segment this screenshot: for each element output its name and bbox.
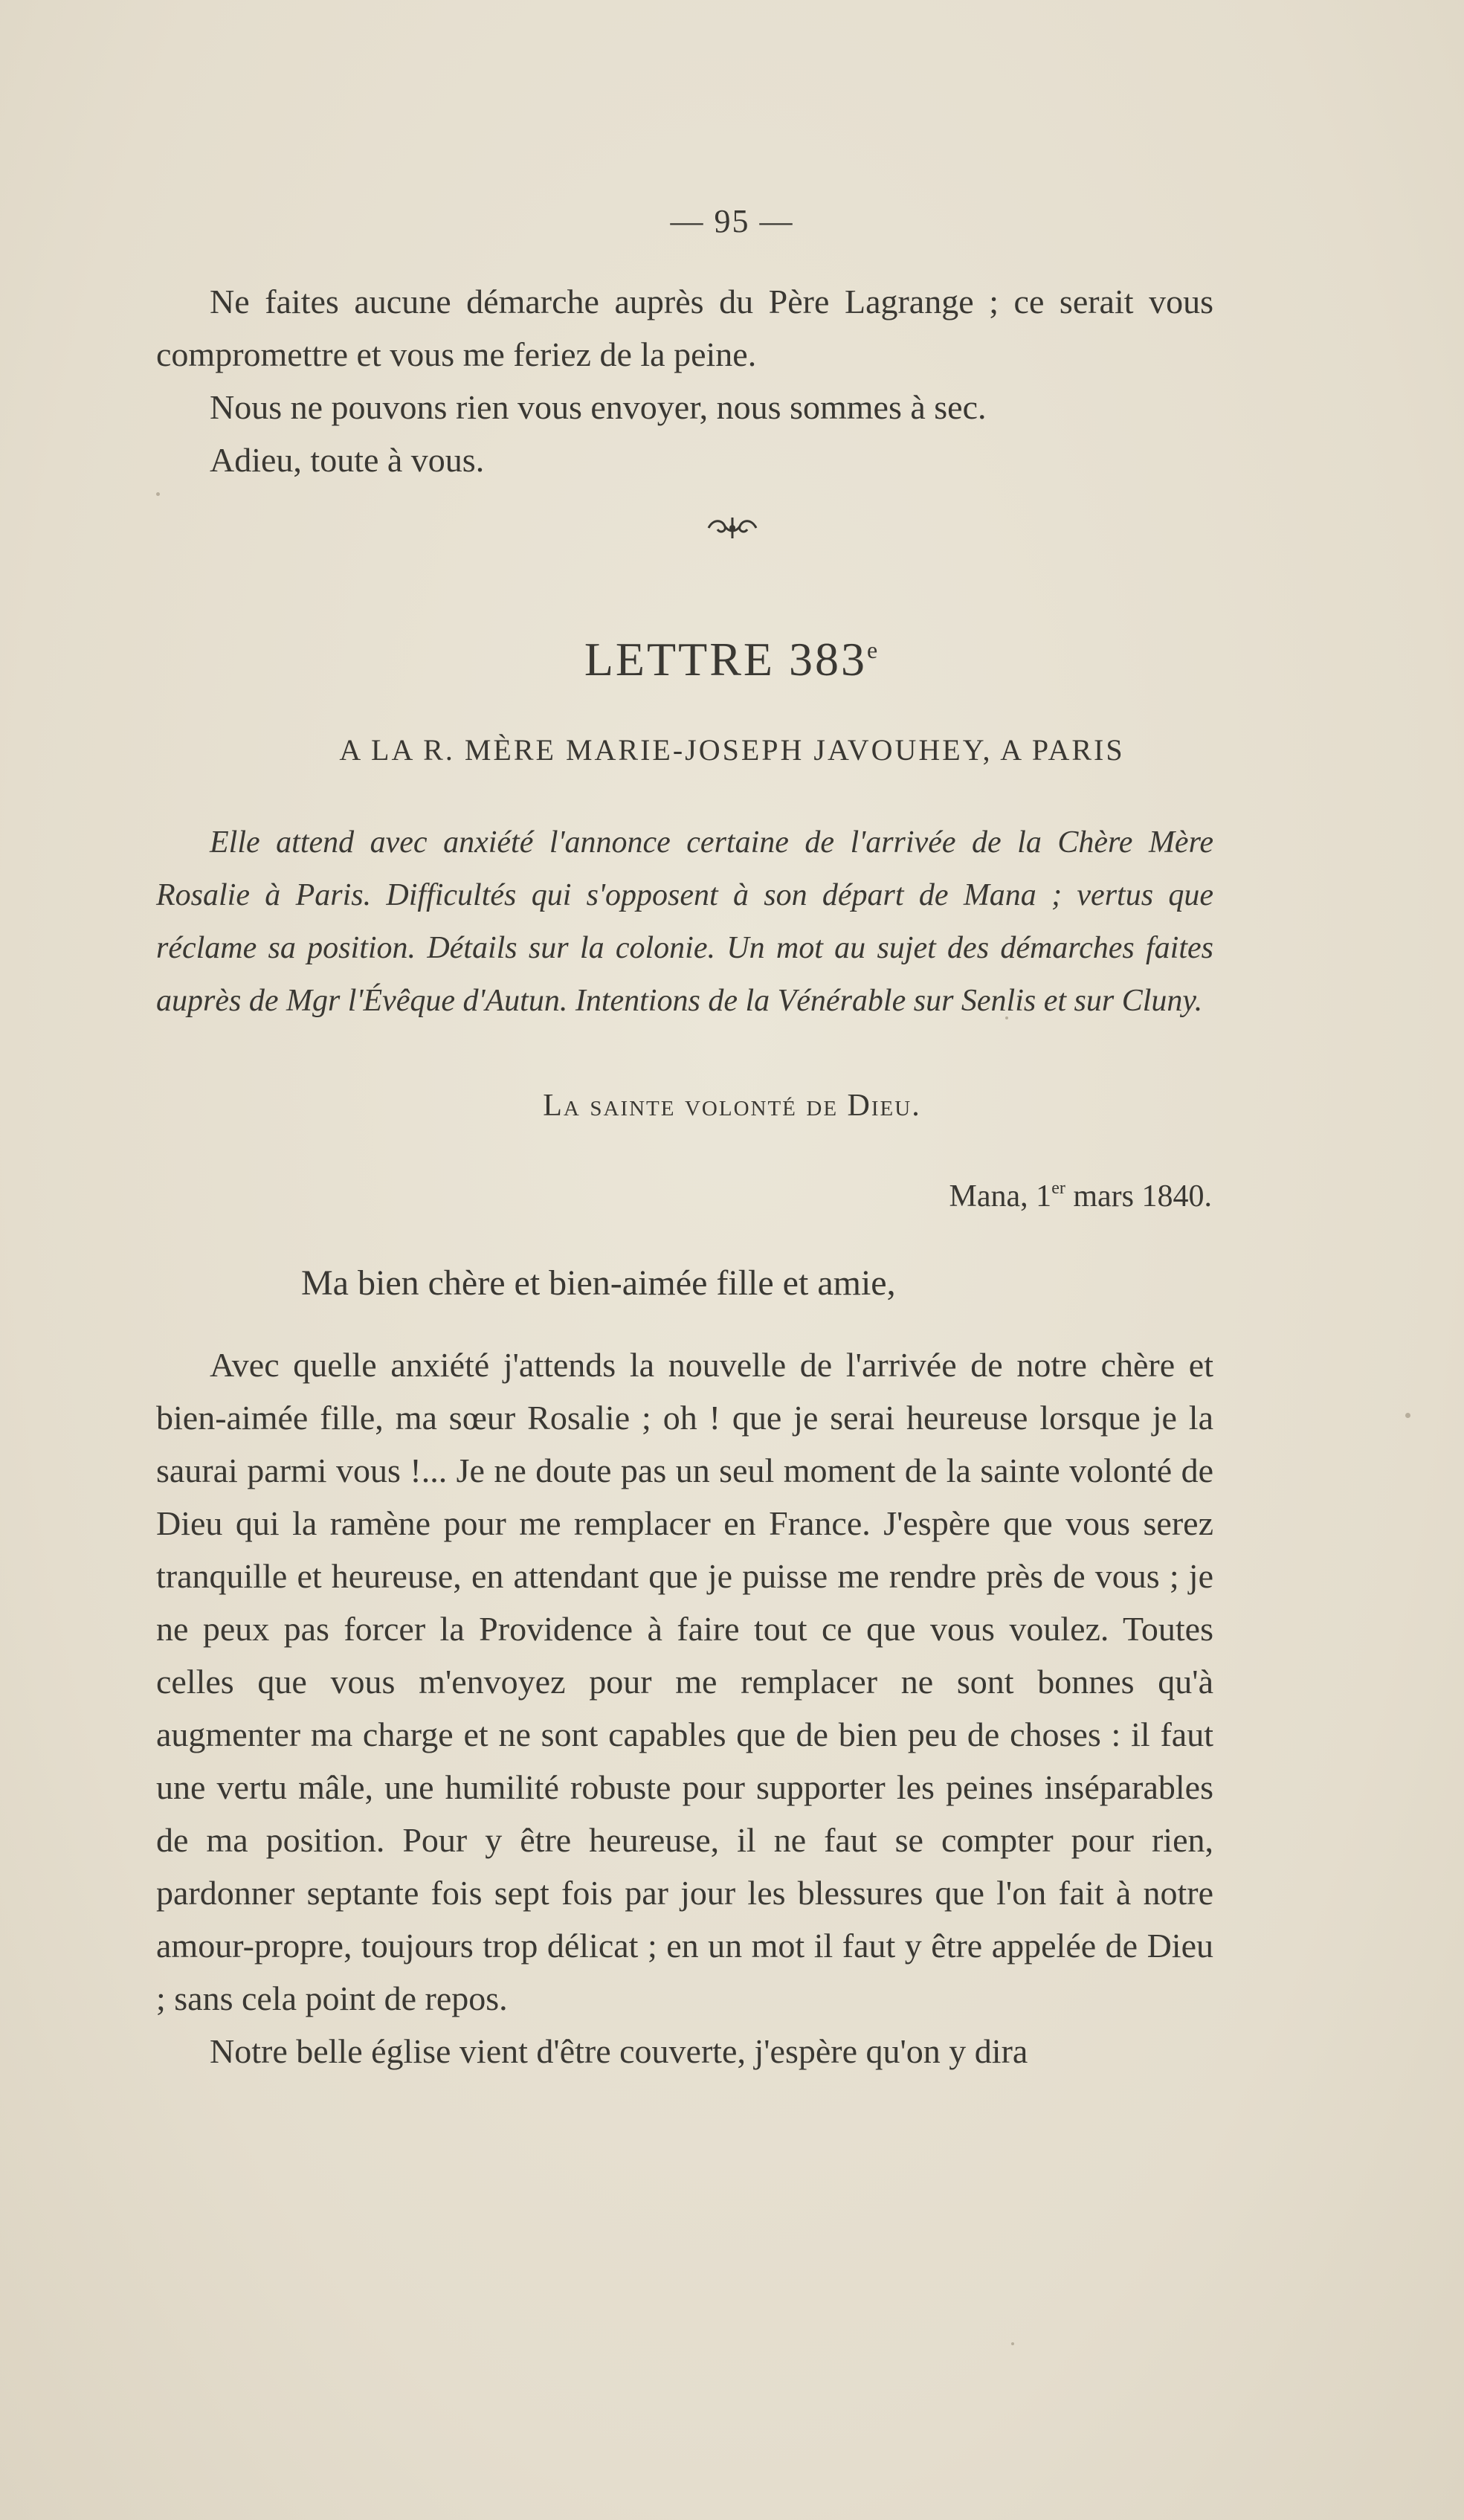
letter-motto: La sainte volonté de Dieu. [543,1089,921,1123]
paper-speck [1011,2342,1014,2345]
paragraph: Nous ne pouvons rien vous envoyer, nous sommes à sec. [210,388,987,426]
paragraph: Adieu, toute à vous. [210,441,485,479]
letter-dateline [0,1179,1212,1214]
letter-title [0,632,1464,687]
fleuron-icon [0,513,1464,546]
letter-title-text: LETTRE 383 [584,633,867,686]
top-text [156,275,1213,486]
paper-speck [1405,1413,1410,1418]
page-number: — 95 — [670,203,794,239]
date-ordinal: er [1051,1179,1065,1198]
paragraph: Avec quelle anxiété j'attends la nouvelle de l'arrivée de notre chère et bien-aimée fille, ma sœur Rosalie ; oh ! que je serai heureuse lorsque je la saurai parmi vous !... Je ne doute pas un seul moment de la sainte volonté de Dieu qui la ramène pour me remplacer en France. J'espère que vous serez tranquille et heureuse, en attendant que je puisse me rendre près de vous ; je ne peux pas forcer la Providence à faire tout ce que vous voulez. Toutes celles que vous m'envoyez pour me remplacer ne sont bonnes qu'à augmenter ma charge et ne sont capables que de bien peu de choses : il faut une vertu mâle, une humilité robuste pour supporter les peines inséparables de ma position. Pour y être heureuse, il ne faut se compter pour rien, pardonner septante fois sept fois par jour les blessures que l'on fait à notre amour-propre, toujours trop délicat ; en un mot il faut y être appelée de Dieu ; sans cela point de repos. [156,1346,1213,2017]
letter-body [156,1338,1213,2078]
date-rest: mars 1840. [1065,1179,1212,1214]
paragraph: Notre belle église vient d'être couverte, j'espère qu'on y dira [210,2032,1028,2070]
letter-title-suffix: e [866,637,880,663]
paragraph: Ne faites aucune démarche auprès du Père Lagrange ; ce serait vous compromettre et vous me feriez de la peine. [156,283,1213,373]
letter-summary: Elle attend avec anxiété l'annonce certaine de l'arrivée de la Chère Mère Rosalie à Paris. Difficultés qui s'opposent à son départ de Mana ; vertus que réclame sa position. Détails sur la colonie. Un mot au sujet des démarches faites auprès de Mgr l'Évêque d'Autun. Intentions de la Vénérable sur Senlis et sur Cluny. [156,825,1213,1018]
letter-recipient: A LA R. MÈRE MARIE-JOSEPH JAVOUHEY, A PARIS [339,733,1125,767]
date-place: Mana, 1 [949,1179,1052,1214]
letter-salutation: Ma bien chère et bien-aimée fille et amie, [301,1263,896,1303]
paper-speck [156,492,160,496]
